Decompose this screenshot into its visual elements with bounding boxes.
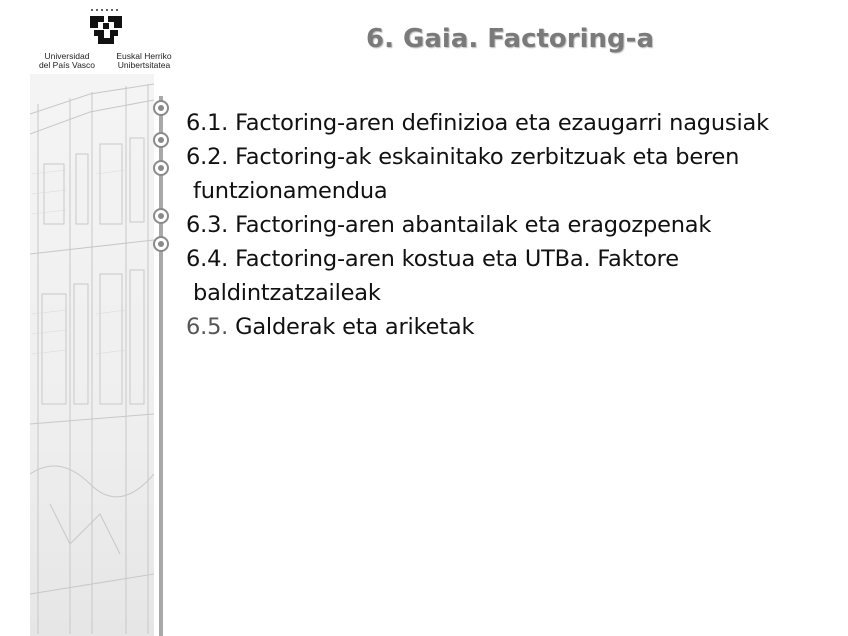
timeline-bullet-icon xyxy=(154,237,168,251)
logo-text-spanish xyxy=(34,52,100,70)
logo-text-line: del País Vasco xyxy=(38,60,96,70)
timeline-bullet-icon xyxy=(154,101,168,115)
logo-text-line: Unibertsitatea xyxy=(117,60,171,70)
topic-text: Galderak eta ariketak xyxy=(235,314,475,340)
topic-text-continuation: funtzionamendua xyxy=(193,178,388,204)
timeline-bullet-icon xyxy=(154,209,168,223)
timeline-bullet-icon xyxy=(154,133,168,147)
topic-text: 6.2. Factoring-ak eskainitako zerbitzuak eta beren xyxy=(186,144,740,170)
topic-item-6-2 xyxy=(186,140,826,208)
slide-title: 6. Gaia. Factoring-a xyxy=(366,24,654,54)
logo-text-line: Euskal Herriko xyxy=(116,51,172,61)
topic-text: 6.4. Factoring-aren kostua eta UTBa. Faktore xyxy=(186,246,679,272)
topic-text: 6.1. Factoring-aren definizioa eta ezaugarri nagusiak xyxy=(186,110,769,136)
university-logo xyxy=(30,8,180,76)
logo-text-basque xyxy=(108,52,180,70)
topic-list xyxy=(186,106,826,344)
topic-text-continuation: baldintzatzaileak xyxy=(193,280,381,306)
timeline-decoration xyxy=(150,96,172,636)
logo-text-line: Universidad xyxy=(44,51,90,61)
university-emblem-icon xyxy=(84,8,128,48)
building-sketch-illustration xyxy=(30,74,154,636)
topic-number: 6.5. xyxy=(186,314,229,340)
timeline-bullet-icon xyxy=(154,161,168,175)
topic-item-6-3 xyxy=(186,208,826,242)
topic-item-6-5 xyxy=(186,310,826,344)
topic-text: 6.3. Factoring-aren abantailak eta eragozpenak xyxy=(186,212,712,238)
topic-item-6-4 xyxy=(186,242,826,310)
topic-item-6-1 xyxy=(186,106,826,140)
